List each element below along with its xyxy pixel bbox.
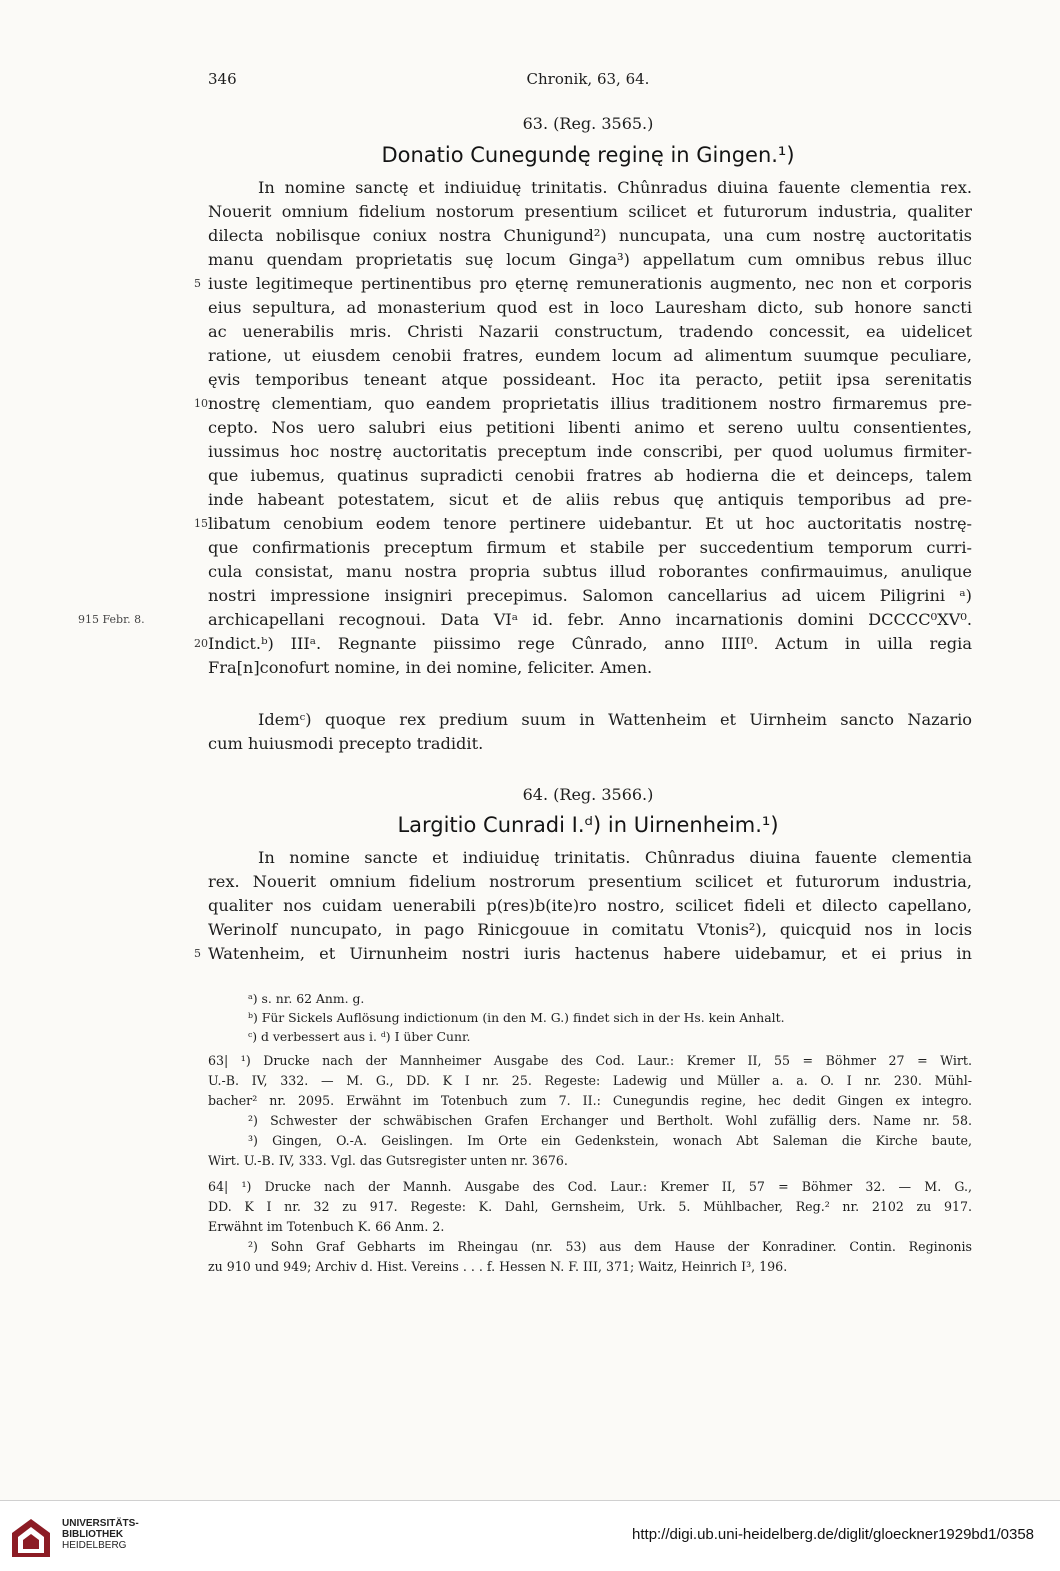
text-line: que iubemus, quatinus supradicti cenobii fratres ab hodierna die et deinceps, talem [208, 466, 972, 485]
margin-date: 915 Febr. 8. [78, 613, 145, 626]
text-line: cula consistat, manu nostra propria subtus illud roborantes confirmauimus, anulique [208, 562, 972, 581]
text-line-content: libatum cenobium eodem tenore pertinere uidebantur. Et ut hoc auctoritatis nostrę- [208, 514, 972, 533]
text-line [194, 632, 972, 656]
note-line: ³) Gingen, O.-A. Geislingen. Im Orte ein Gedenkstein, wonach Abt Saleman die Kirche baute, [248, 1133, 972, 1148]
text-line [194, 392, 972, 416]
note-line: ²) Schwester der schwäbischen Grafen Erchanger und Bertholt. Wohl zufällig ders. Name nr. 58. [248, 1113, 972, 1128]
text-line: que confirmationis preceptum firmum et stabile per succedentium temporum curri- [208, 538, 972, 557]
note-line: Erwähnt im Totenbuch K. 66 Anm. 2. [208, 1219, 445, 1234]
note-line: 64| ¹) Drucke nach der Mannh. Ausgabe des Cod. Laur.: Kremer II, 57 = Böhmer 32. — M. G., [208, 1179, 972, 1194]
note-line: Wirt. U.-B. IV, 333. Vgl. das Gutsregister unten nr. 3676. [208, 1153, 568, 1168]
library-name [62, 1518, 139, 1551]
line-number: 10 [194, 397, 208, 410]
running-title: Chronik, 63, 64. [526, 70, 650, 88]
text-line: eius sepultura, ad monasterium quod est in loco Lauresham dicto, sub honore sancti [208, 298, 972, 317]
text-line: qualiter nos cuidam uenerabili p(res)b(ite)ro nostro, scilicet fideli et dilecto capellano, [208, 896, 972, 915]
text-line-content: Watenheim, et Uirnunheim nostri iuris hactenus habere uidebamur, et ei prius in [208, 944, 972, 963]
university-seal-icon [8, 1515, 54, 1561]
note-line: bacher² nr. 2095. Erwähnt im Totenbuch zum 7. II.: Cunegundis regine, hec dedit Gingen ex integro. [208, 1093, 972, 1108]
text-line: rex. Nouerit omnium fidelium nostrorum presentium scilicet et futurorum industria, [208, 872, 972, 891]
line-number: 20 [194, 637, 208, 650]
doc-64-text [194, 846, 972, 966]
text-line: Nouerit omnium fidelium nostorum presentium scilicet et futurorum industria, qualiter [208, 202, 972, 221]
text-line [194, 272, 972, 296]
text-line: cepto. Nos uero salubri eius petitioni libenti animo et sereno uultu consentientes, [208, 418, 972, 437]
text-line: Fra[n]conofurt nomine, in dei nomine, feliciter. Amen. [208, 658, 653, 677]
line-number: 5 [194, 277, 201, 290]
text-line: Werinolf nuncupato, in pago Rinicgouue in comitatu Vtonis²), quicquid nos in locis [208, 920, 972, 939]
text-line: iussimus hoc nostrę auctoritatis preceptum inde conscribi, per quod uolumus firmiter- [208, 442, 972, 461]
footer-bar [0, 1500, 1060, 1571]
doc-63-supplement [208, 708, 972, 756]
text-line: manu quendam proprietatis suę locum Ginga³) appellatum cum omnibus rebus illuc [208, 250, 972, 269]
notes-64 [208, 1177, 972, 1277]
apparatus-note: ᵃ) s. nr. 62 Anm. g. [248, 991, 365, 1006]
line-number: 5 [194, 947, 201, 960]
critical-apparatus [248, 989, 968, 1046]
text-line: nostri impressione insigniri precepimus. Salomon cancellarius ad uicem Piligrini ᵃ) [208, 586, 972, 605]
text-line-content: Indict.ᵇ) IIIᵃ. Regnante piissimo rege Cûnrado, anno IIII⁰. Actum in uilla regia [208, 634, 972, 653]
apparatus-note: ᵇ) Für Sickels Auflösung indictionum (in den M. G.) findet sich in der Hs. kein Anhalt. [248, 1010, 785, 1025]
note-line: 63| ¹) Drucke nach der Mannheimer Ausgabe des Cod. Laur.: Kremer II, 55 = Böhmer 27 = Wirt. [208, 1053, 972, 1068]
source-url-link[interactable]: http://digi.ub.uni-heidelberg.de/diglit/gloeckner1929bd1/0358 [632, 1526, 1034, 1543]
library-name-line: HEIDELBERG [62, 1540, 127, 1551]
note-line: ²) Sohn Graf Gebharts im Rheingau (nr. 53) aus dem Hause der Konradiner. Contin. Reginonis [248, 1239, 972, 1254]
page-number: 346 [208, 70, 237, 88]
text-line: cum huiusmodi precepto tradidit. [208, 734, 484, 753]
note-line: DD. K I nr. 32 zu 917. Regeste: K. Dahl, Gernsheim, Urk. 5. Mühlbacher, Reg.² nr. 2102 zu 917. [208, 1199, 972, 1214]
doc-64-title: Largitio Cunradi I.ᵈ) in Uirnenheim.¹) [397, 813, 779, 837]
apparatus-note: ᶜ) d verbessert aus i. ᵈ) I über Cunr. [248, 1029, 471, 1044]
note-line: zu 910 und 949; Archiv d. Hist. Vereins . . . f. Hessen N. F. III, 371; Waitz, Heinrich I³, 196. [208, 1259, 788, 1274]
text-line: In nomine sanctę et indiuiduę trinitatis. Chûnradus diuina fauente clementia rex. [258, 178, 972, 197]
text-line: ac uenerabilis mris. Christi Nazarii constructum, tradendo concessit, ea uidelicet [208, 322, 972, 341]
library-name-line: BIBLIOTHEK [62, 1529, 124, 1540]
text-line: dilecta nobilisque coniux nostra Chunigund²) nuncupata, una cum nostrę auctoritatis [208, 226, 972, 245]
text-line [78, 608, 972, 632]
doc-64-number: 64. (Reg. 3566.) [522, 785, 654, 804]
doc-63-text [78, 176, 972, 680]
text-line: ratione, ut eiusdem cenobii fratres, eundem locum ad alimentum suumque peculiare, [208, 346, 972, 365]
text-line: ęvis temporibus teneant atque possideant. Hoc ita peracto, petiit ipsa serenitatis [208, 370, 972, 389]
doc-63-title: Donatio Cunegundę reginę in Gingen.¹) [381, 143, 795, 167]
note-line: U.-B. IV, 332. — M. G., DD. K I nr. 25. Regeste: Ladewig und Müller a. a. O. I nr. 230. Mühl- [208, 1073, 972, 1088]
line-number: 15 [194, 517, 208, 530]
doc-63-number: 63. (Reg. 3565.) [522, 114, 654, 133]
text-line-content: nostrę clementiam, quo eandem proprietatis illius traditionem nostro firmaremus pre- [208, 394, 972, 413]
running-head [208, 70, 968, 94]
text-line-content: iuste legitimeque pertinentibus pro ęternę remunerationis augmento, nec non et corporis [208, 274, 972, 293]
library-name-line: UNIVERSITÄTS- [62, 1518, 139, 1529]
text-line: inde habeant potestatem, sicut et de aliis rebus quę antiquis temporibus ad pre- [208, 490, 972, 509]
notes-63 [208, 1051, 972, 1171]
text-line [194, 512, 972, 536]
text-line: Idemᶜ) quoque rex predium suum in Wattenheim et Uirnheim sancto Nazario [258, 710, 972, 729]
text-line [194, 942, 972, 966]
text-line-content: archicapellani recognoui. Data VIᵃ id. febr. Anno incarnationis domini DCCCC⁰XV⁰. [208, 610, 972, 629]
text-line: In nomine sancte et indiuiduę trinitatis. Chûnradus diuina fauente clementia [258, 848, 972, 867]
